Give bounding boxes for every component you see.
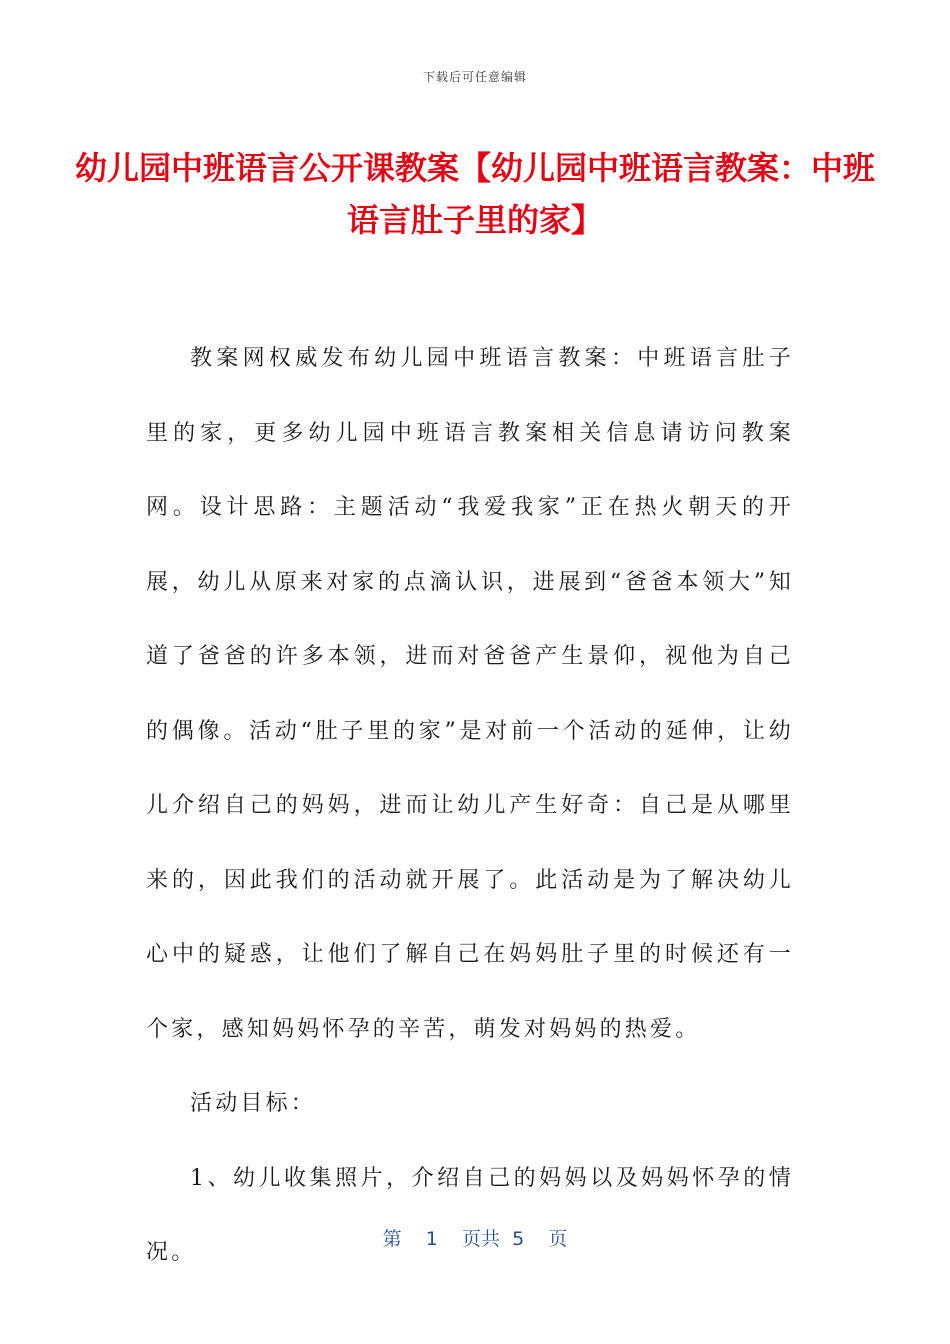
footer-page-number: 1 bbox=[425, 1228, 438, 1250]
document-body bbox=[146, 322, 794, 1291]
objective-item: 1、幼儿收集照片，介绍自己的妈妈以及妈妈怀孕的情况。 bbox=[146, 1165, 794, 1265]
objectives-heading: 活动目标： bbox=[190, 1091, 317, 1116]
document-title: 幼儿园中班语言公开课教案【幼儿园中班语言教案：中班语言肚子里的家】 bbox=[74, 149, 875, 239]
page-footer bbox=[0, 1224, 950, 1251]
footer-page-prefix: 第 bbox=[382, 1228, 402, 1250]
intro-paragraph: 教案网权威发布幼儿园中班语言教案：中班语言肚子里的家，更多幼儿园中班语言教案相关信息请访问教案网。设计思路：主题活动“我爱我家”正在热火朝天的开展，幼儿从原来对家的点滴认识，进展到“爸爸本领大”知道了爸爸的许多本领，进而对爸爸产生景仰，视他为自己的偶像。活动“肚子里的家”是对前一个活动的延伸，让幼儿介绍自己的妈妈，进而让幼儿产生好奇：自己是从哪里来的，因此我们的活动就开展了。此活动是为了解决幼儿心中的疑惑，让他们了解自己在妈妈肚子里的时候还有一个家，感知妈妈怀孕的辛苦，萌发对妈妈的热爱。 bbox=[146, 346, 794, 1042]
footer-page-suffix: 页 bbox=[548, 1228, 568, 1250]
footer-total-pages: 5 bbox=[512, 1228, 525, 1250]
header-note: 下载后可任意编辑 bbox=[422, 70, 527, 84]
footer-page-middle: 页共 bbox=[462, 1228, 501, 1250]
